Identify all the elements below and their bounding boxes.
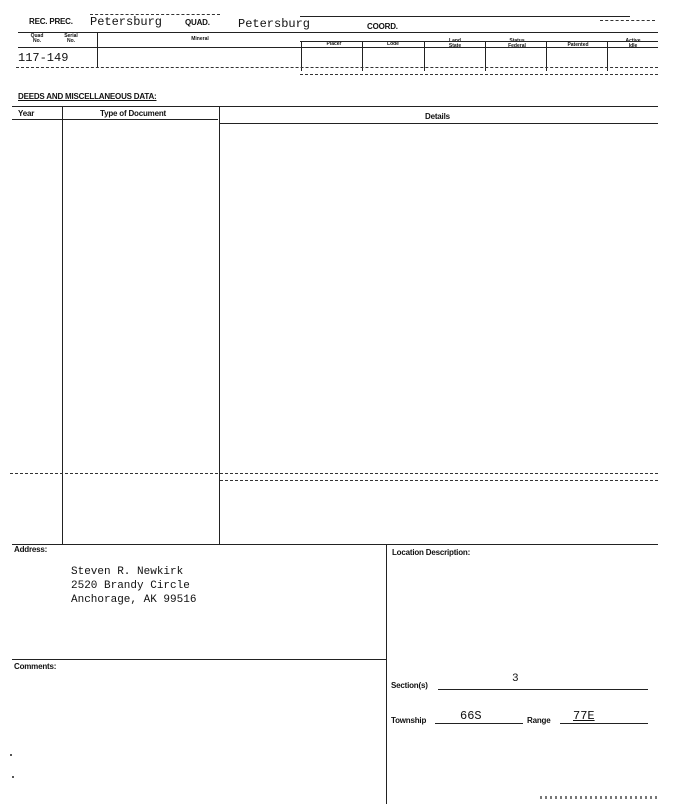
col-mineral: Mineral xyxy=(191,36,209,42)
scan-noise xyxy=(12,776,14,778)
col-serial-no: Serial No. xyxy=(64,33,78,44)
section-label: Section(s) xyxy=(391,681,428,690)
quad-label: QUAD. xyxy=(185,18,210,27)
col-active-idle: Active Idle xyxy=(625,38,641,49)
address-label: Address: xyxy=(14,545,48,554)
col-type-of-document: Type of Document xyxy=(100,109,166,118)
col-quad-no: Quad No. xyxy=(30,33,44,44)
range-label: Range xyxy=(527,716,551,725)
township-label: Township xyxy=(391,716,427,725)
comments-label: Comments: xyxy=(14,662,57,671)
col-land-state: Land State xyxy=(448,38,462,49)
quad-value: Petersburg xyxy=(238,17,311,31)
col-status-federal: Status Federal xyxy=(508,38,526,49)
col-year: Year xyxy=(18,109,35,118)
address-line-3: Anchorage, AK 99516 xyxy=(71,594,197,606)
scan-noise xyxy=(10,754,12,756)
col-lode: Lode xyxy=(387,41,399,47)
deeds-section-title: DEEDS AND MISCELLANEOUS DATA: xyxy=(18,92,157,101)
deeds-divider xyxy=(10,473,658,474)
section-value: 3 xyxy=(512,673,519,685)
quad-serial-value: 117-149 xyxy=(18,51,69,65)
address-line-2: 2520 Brandy Circle xyxy=(71,580,190,592)
rec-prec-label: REC. PREC. xyxy=(29,17,73,26)
col-patented: Patented xyxy=(567,42,589,48)
address-line-1: Steven R. Newkirk xyxy=(71,566,184,578)
col-placer: Placer xyxy=(326,41,342,47)
location-description-label: Location Description: xyxy=(392,548,471,557)
range-value: 77E xyxy=(573,709,595,723)
col-details: Details xyxy=(425,112,450,121)
township-value: 66S xyxy=(460,709,482,723)
address-block xyxy=(71,565,196,607)
scan-noise xyxy=(540,796,660,799)
coord-label: COORD. xyxy=(367,22,398,31)
rec-prec-value: Petersburg xyxy=(90,15,163,29)
